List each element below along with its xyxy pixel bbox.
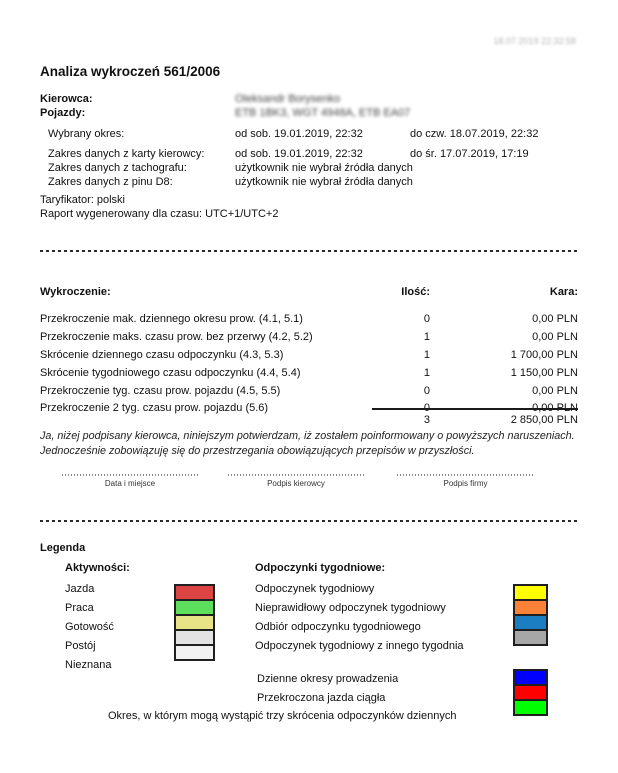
violations-total-count: 3	[423, 414, 430, 426]
selected-period-label: Wybrany okres:	[48, 128, 125, 140]
violation-name: Skrócenie dziennego czasu odpoczynku (4.3, 5.3)	[40, 349, 284, 361]
generated-for-line: Raport wygenerowany dla czasu: UTC+1/UTC+2	[40, 208, 279, 220]
violations-total-spacer	[40, 413, 370, 427]
driver-label: Kierowca:	[40, 93, 93, 105]
generation-timestamp-redacted: 18.07.2019 22:32:58	[493, 36, 576, 46]
violation-name: Przekroczenie mak. dziennego okresu prow. (4.1, 5.1)	[40, 313, 303, 325]
weekly-rest-swatches	[513, 584, 548, 646]
improper-weekly-rest-label: Nieprawidłowy odpoczynek tygodniowy	[255, 602, 446, 614]
activity-label-availability: Gotowość	[65, 621, 114, 633]
exceeded-continuous-driving-label: Przekroczona jazda ciągła	[257, 692, 386, 704]
pin-d8-range-label: Zakres danych z pinu D8:	[48, 176, 173, 188]
violation-row	[40, 366, 578, 380]
violations-total-row	[40, 413, 578, 427]
driver-card-range-to: do śr. 17.07.2019, 17:19	[410, 148, 529, 160]
driver-declaration: Ja, niżej podpisany kierowca, niniejszym potwierdzam, iż zostałem poinformowany o powyższych naruszeniach. Jednocześnie zobowiązuję się do przestrzegania obowiązujących przepisów w przyszłości.	[40, 430, 575, 457]
signature-label: Data i miejsce	[104, 479, 156, 488]
violation-penalty: 1 150,00 PLN	[510, 367, 578, 379]
violation-row	[40, 312, 578, 326]
activity-swatches	[174, 584, 215, 661]
weekly-rest-other-week-label: Odpoczynek tygodniowy z innego tygodnia	[255, 640, 464, 652]
violation-name: Skrócenie tygodniowego czasu odpoczynku (4.4, 5.4)	[40, 367, 301, 379]
report-title: Analiza wykroczeń 561/2006	[40, 64, 221, 79]
three-reduced-daily-rests-label: Okres, w którym mogą wystąpić trzy skrócenia odpoczynków dziennych	[108, 710, 457, 722]
violation-name: Przekroczenie tyg. czasu prow. pojazdu (4.5, 5.5)	[40, 385, 281, 397]
weekly-rest-other-week-color-swatch	[513, 629, 548, 646]
selected-period-from: od sob. 19.01.2019, 22:32	[235, 128, 363, 140]
activity-label-work: Praca	[65, 602, 94, 614]
violations-header	[40, 285, 578, 299]
violation-count: 1	[423, 367, 430, 379]
totals-rule	[372, 408, 578, 410]
three-reduced-daily-rests-color-swatch	[513, 699, 548, 716]
tachograph-range-label: Zakres danych z tachografu:	[48, 162, 187, 174]
violations-header-name: Wykroczenie:	[40, 286, 111, 298]
vehicles-value-redacted: ETB 1BK3, WGT 4948A, ETB EA07	[235, 107, 411, 119]
violation-row	[40, 384, 578, 398]
weekly-rest-label: Odpoczynek tygodniowy	[255, 583, 375, 595]
driver-card-range-from: od sob. 19.01.2019, 22:32	[235, 148, 363, 160]
weekly-rests-title: Odpoczynki tygodniowe:	[255, 562, 386, 574]
violations-header-penalty: Kara:	[549, 286, 578, 298]
dashed-separator-top	[40, 250, 578, 252]
driving-period-swatches	[513, 669, 548, 716]
activities-title: Aktywności:	[65, 562, 130, 574]
violations-header-count: Ilość:	[401, 286, 430, 298]
driver-value-redacted: Oleksandr Borysenko	[235, 93, 341, 105]
signature-label: Podpis firmy	[443, 479, 488, 488]
violation-count: 1	[423, 331, 430, 343]
violation-count: 1	[423, 349, 430, 361]
activity-label-driving: Jazda	[65, 583, 95, 595]
violation-name: Przekroczenie 2 tyg. czasu prow. pojazdu (5.6)	[40, 402, 269, 414]
activity-label-unknown: Nieznana	[65, 659, 112, 671]
violation-penalty: 1 700,00 PLN	[510, 349, 578, 361]
signature-label: Podpis kierowcy	[267, 479, 325, 488]
weekly-rest-compensation-label: Odbiór odpoczynku tygodniowego	[255, 621, 421, 633]
dashed-separator-bottom	[40, 520, 578, 522]
activity-label-rest: Postój	[65, 640, 96, 652]
legend-title: Legenda	[40, 542, 86, 554]
unknown-color-swatch	[174, 644, 215, 661]
violation-name: Przekroczenie maks. czasu prow. bez przerwy (4.2, 5.2)	[40, 331, 313, 343]
pin-d8-range-value: użytkownik nie wybrał źródła danych	[235, 176, 413, 188]
violation-count: 0	[423, 313, 430, 325]
violations-total-penalty: 2 850,00 PLN	[510, 414, 578, 426]
violation-penalty: 0,00 PLN	[532, 313, 578, 325]
driver-card-range-label: Zakres danych z karty kierowcy:	[48, 148, 205, 160]
signature-company	[397, 474, 534, 488]
violation-count: 0	[423, 385, 430, 397]
tariff-line: Taryfikator: polski	[40, 194, 125, 206]
violation-row	[40, 330, 578, 344]
violation-penalty: 0,00 PLN	[532, 385, 578, 397]
selected-period-to: do czw. 18.07.2019, 22:32	[410, 128, 539, 140]
signature-driver	[228, 474, 364, 488]
vehicles-label: Pojazdy:	[40, 107, 86, 119]
violation-penalty: 0,00 PLN	[532, 331, 578, 343]
violation-row	[40, 348, 578, 362]
tachograph-range-value: użytkownik nie wybrał źródła danych	[235, 162, 413, 174]
daily-driving-periods-label: Dzienne okresy prowadzenia	[257, 673, 399, 685]
signature-date-place	[62, 474, 198, 488]
